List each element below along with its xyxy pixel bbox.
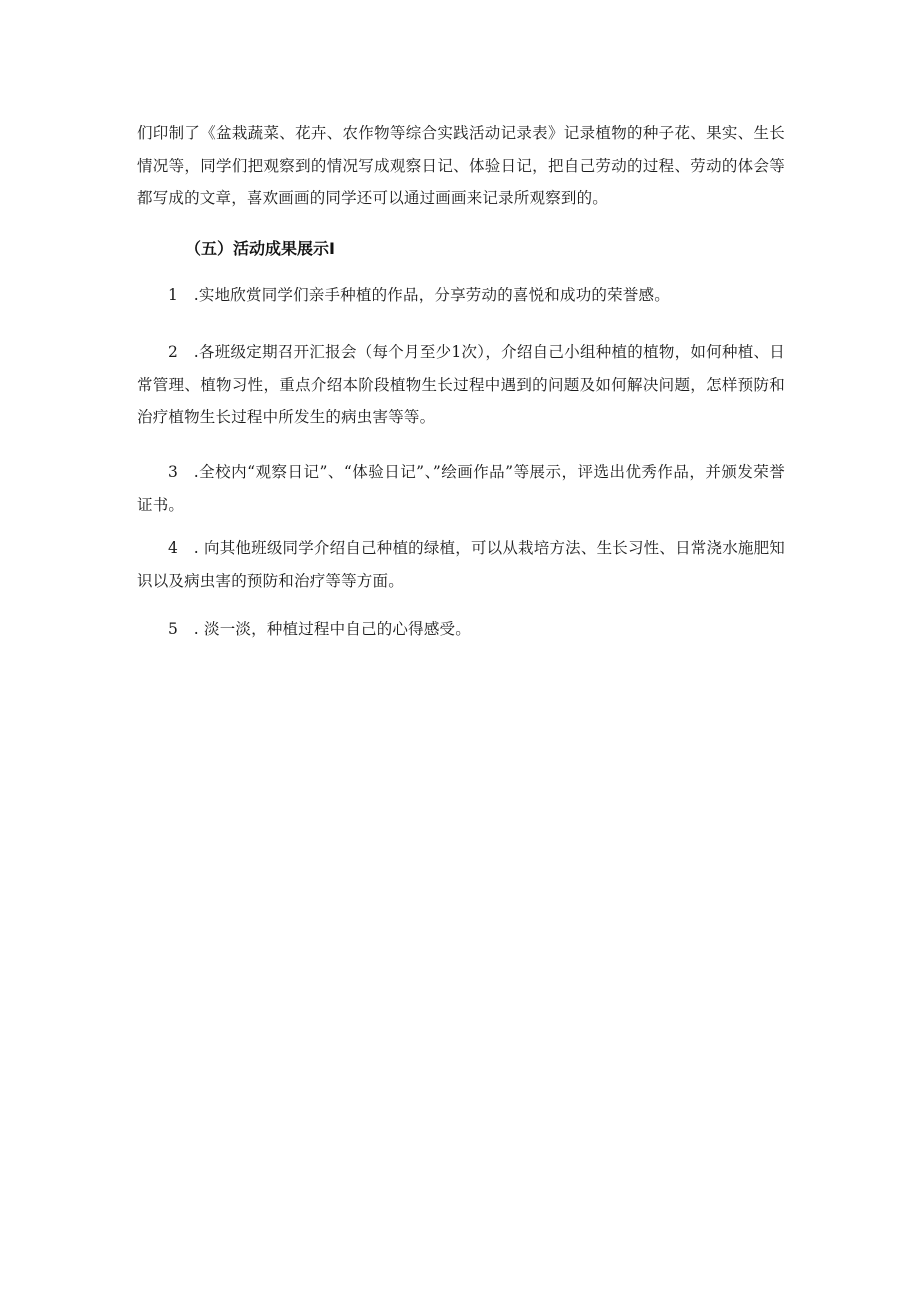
section-heading: （五）活动成果展示I (185, 239, 335, 258)
list-item-5: 5 . 淡一淡，种植过程中自己的心得感受。 (168, 620, 471, 638)
list-item-3: 3 .全校内“观察日记”、“体验日记”、”绘画作品”等展示，评选出优秀作品，并颁发荣誉证书。 (137, 463, 785, 514)
list-item-4: 4 . 向其他班级同学介绍自己种植的绿植，可以从栽培方法、生长习性、日常浇水施肥知识以及病虫害的预防和治疗等等方面。 (137, 539, 785, 590)
list-item-1: 1 .实地欣赏同学们亲手种植的作品，分享劳动的喜悦和成功的荣誉感。 (168, 286, 670, 304)
list-item-2: 2 .各班级定期召开汇报会（每个月至少1次），介绍自己小组种植的植物，如何种植、日常管理、植物习性，重点介绍本阶段植物生长过程中遇到的问题及如何解决问题，怎样预防和治疗植物生长过程中所发生的病虫害等等。 (137, 343, 785, 426)
intro-paragraph: 们印制了《盆栽蔬菜、花卉、农作物等综合实践活动记录表》记录植物的种子花、果实、生长情况等，同学们把观察到的情况写成观察日记、体验日记，把自己劳动的过程、劳动的体会等都写成的文章，喜欢画画的同学还可以通过画画来记录所观察到的。 (137, 124, 785, 207)
